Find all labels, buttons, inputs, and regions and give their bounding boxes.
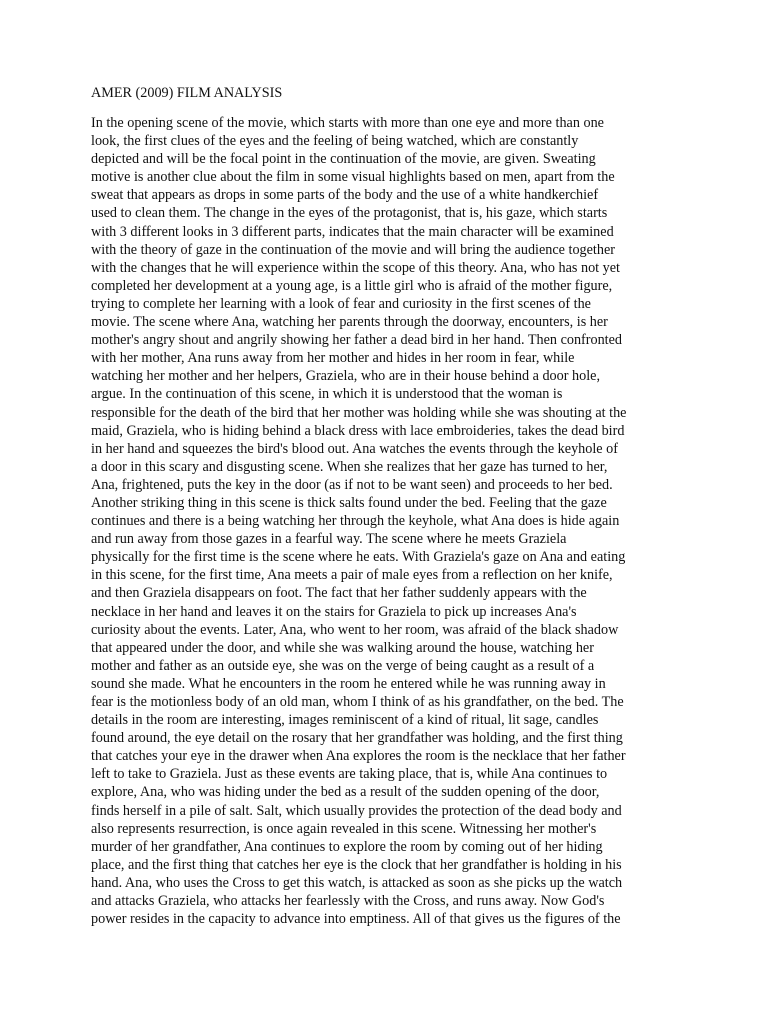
body-text-line: sweat that appears as drops in some parts of the body and the use of a white handkerchief: [91, 187, 599, 204]
body-text-line: left to take to Graziela. Just as these events are taking place, that is, while Ana continues to: [91, 766, 608, 783]
body-text-line: In the opening scene of the movie, which starts with more than one eye and more than one: [91, 115, 604, 131]
body-text-line: sound she made. What he encounters in the room he entered while he was running away in: [91, 675, 606, 692]
body-text-line: maid, Graziela, who is hiding behind a black dress with lace embroideries, takes the dead bird: [91, 422, 625, 439]
body-text-line: argue. In the continuation of this scene, in which it is understood that the woman is: [91, 386, 563, 403]
body-text-line: place, and the first thing that catches her eye is the clock that her grandfather is holding in his: [91, 856, 622, 873]
body-text-line: movie. The scene where Ana, watching her parents through the doorway, encounters, is her: [91, 314, 608, 331]
body-text-line: details in the room are interesting, images reminiscent of a kind of ritual, lit sage, candles: [91, 712, 599, 729]
body-text-line: a door in this scary and disgusting scene. When she realizes that her gaze has turned to her,: [91, 458, 608, 475]
body-text-line: power resides in the capacity to advance into emptiness. All of that gives us the figures of the: [91, 911, 621, 928]
body-text-line: with the changes that he will experience within the scope of this theory. Ana, who has not yet: [91, 259, 621, 276]
body-text-line: also represents resurrection, is once again revealed in this scene. Witnessing her mother's: [91, 820, 597, 837]
body-text-line: curiosity about the events. Later, Ana, who went to her room, was afraid of the black shadow: [91, 621, 619, 638]
body-text-line: that appeared under the door, and while she was walking around the house, watching her: [91, 639, 594, 656]
document-title: AMER (2009) FILM ANALYSIS: [91, 85, 283, 101]
body-text-line: found around, the eye detail on the rosary that her grandfather was holding, and the first thing: [91, 730, 623, 747]
body-text-line: and attacks Graziela, who attacks her fearlessly with the Cross, and runs away. Now God's: [91, 893, 605, 910]
body-text-line: used to clean them. The change in the eyes of the protagonist, that is, his gaze, which starts: [91, 205, 608, 222]
body-text-line: look, the first clues of the eyes and the feeling of being watched, which are constantly: [91, 133, 579, 150]
body-text-line: motive is another clue about the film in some visual highlights based on men, apart from the: [91, 169, 615, 186]
document-body: [91, 114, 691, 928]
body-text-line: with 3 different looks in 3 different parts, indicates that the main character will be examined: [91, 223, 614, 240]
body-text-line: physically for the first time is the scene where he eats. With Graziela's gaze on Ana and eating: [91, 549, 626, 566]
body-text-line: finds herself in a pile of salt. Salt, which usually provides the protection of the dead body and: [91, 802, 622, 819]
body-text-line: mother's angry shout and angrily showing her father a dead bird in her hand. Then confronted: [91, 332, 623, 349]
body-text-line: responsible for the death of the bird that her mother was holding while she was shouting at the: [91, 404, 627, 421]
body-text-line: with the theory of gaze in the continuation of the movie and will bring the audience together: [91, 241, 615, 258]
body-text-line: mother and father as an outside eye, she was on the verge of being caught as a result of a: [91, 657, 595, 674]
body-text-line: that catches your eye in the drawer when Ana explores the room is the necklace that her father: [91, 748, 626, 765]
body-text-line: Ana, frightened, puts the key in the door (as if not to be want seen) and proceeds to her bed.: [91, 476, 613, 493]
body-text-line: fear is the motionless body of an old man, whom I think of as his grandfather, on the bed. The: [91, 694, 624, 710]
body-text-line: hand. Ana, who uses the Cross to get this watch, is attacked as soon as she picks up the watch: [91, 874, 623, 891]
body-text-line: completed her development at a young age, is a little girl who is afraid of the mother figure,: [91, 277, 613, 294]
body-text-line: continues and there is a being watching her through the keyhole, what Ana does is hide again: [91, 513, 620, 530]
body-text-line: watching her mother and her helpers, Graziela, who are in their house behind a door hole,: [91, 368, 600, 385]
body-text-line: and then Graziela disappears on foot. The fact that her father suddenly appears with the: [91, 585, 587, 602]
body-text-line: explore, Ana, who was hiding under the bed as a result of the sudden opening of the door,: [91, 784, 600, 801]
body-text-line: trying to complete her learning with a look of fear and curiosity in the first scenes of the: [91, 295, 591, 312]
body-text-line: depicted and will be the focal point in the continuation of the movie, are given. Sweating: [91, 151, 596, 168]
body-text-line: Another striking thing in this scene is thick salts found under the bed. Feeling that the gaze: [91, 494, 607, 511]
body-text-line: with her mother, Ana runs away from her mother and hides in her room in fear, while: [91, 350, 575, 367]
body-text-line: in this scene, for the first time, Ana meets a pair of male eyes from a reflection on her knife,: [91, 567, 613, 584]
body-text-line: in her hand and squeezes the bird's blood out. Ana watches the events through the keyhole of: [91, 440, 618, 457]
body-text-line: necklace in her hand and leaves it on the stairs for Graziela to pick up increases Ana's: [91, 603, 577, 620]
body-text-line: and run away from those gazes in a fearful way. The scene where he meets Graziela: [91, 531, 567, 548]
body-text-line: murder of her grandfather, Ana continues to explore the room by coming out of her hiding: [91, 838, 603, 855]
